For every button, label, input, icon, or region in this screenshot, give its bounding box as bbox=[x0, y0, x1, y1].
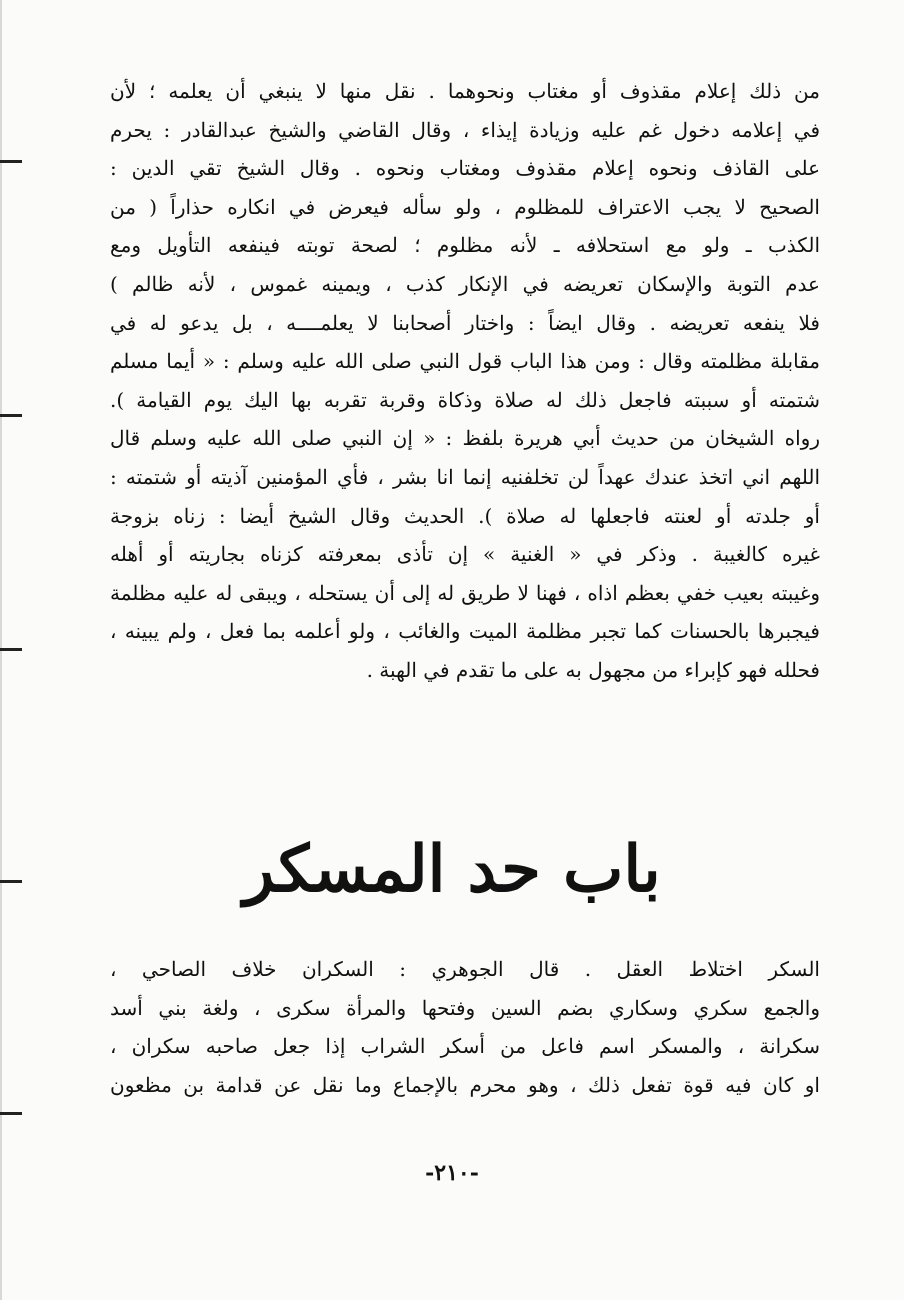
text-line: اللهم اني اتخذ عندك عهداً لن تخلفنيه إنما انا بشر ، فأي المؤمنين آذيته أو شتمته : bbox=[110, 464, 820, 489]
text-line: او كان فيه قوة تفعل ذلك ، وهو محرم بالإجماع وما نقل عن قدامة بن مظعون bbox=[110, 1072, 820, 1097]
text-line: في إعلامه دخول غم عليه وزيادة إيذاء ، وقال القاضي والشيخ عبدالقادر : يحرم bbox=[110, 117, 820, 142]
margin-mark bbox=[0, 414, 22, 417]
body-paragraph bbox=[110, 72, 820, 690]
text-line: فلا ينفعه تعريضه . وقال ايضاً : واختار أصحابنا لا يعلمــــه ، بل يدعو له في bbox=[110, 310, 820, 335]
text-line: شتمته أو سببته فاجعل ذلك له صلاة وذكاة وقربة تقربه بها اليك يوم القيامة ). bbox=[110, 387, 820, 412]
text-line: فحلله فهو كإبراء من مجهول به على ما تقدم في الهبة . bbox=[366, 657, 820, 682]
margin-mark bbox=[0, 160, 22, 163]
text-line: على القاذف ونحوه إعلام مقذوف ومغتاب ونحوه . وقال الشيخ تقي الدين : bbox=[110, 156, 820, 181]
section-heading: باب حد المسكر bbox=[243, 832, 661, 907]
text-line: السكر اختلاط العقل . قال الجوهري : السكران خلاف الصاحي ، bbox=[110, 957, 820, 981]
text-line: عدم التوبة والإسكان تعريضه في الإنكار كذب ، ويمينه غموس ، لأنه ظالم ) bbox=[110, 271, 820, 296]
text-line: مقابلة مظلمته وقال : ومن هذا الباب قول النبي صلى الله عليه وسلم : « أيما مسلم bbox=[110, 349, 820, 374]
text-line: الصحيح لا يجب الاعتراف للمظلوم ، ولو سأله فيعرض في انكاره حذاراً ( من bbox=[110, 194, 820, 219]
text-line: والجمع سكري وسكاري بضم السين وفتحها والمرأة سكرى ، ولغة بني أسد bbox=[110, 995, 820, 1020]
text-line: غيره كالغيبة . وذكر في « الغنية » إن تأذى بمعرفته كزناه بجاريته أو أهله bbox=[110, 542, 820, 567]
text-line: من ذلك إعلام مقذوف أو مغتاب ونحوهما . نقل منها لا ينبغي أن يعلمه ؛ لأن bbox=[110, 79, 820, 103]
page-number: -٢١٠- bbox=[425, 1160, 479, 1186]
text-line: الكذب ـ ولو مع استحلافه ـ لأنه مظلوم ؛ لصحة توبته فينفعه التأويل ومع bbox=[110, 233, 820, 258]
text-line: فيجبرها بالحسنات كما تجبر مظلمة الميت والغائب ، ولو أعلمه بما فعل ، ولم يبينه ، bbox=[110, 619, 820, 644]
body-paragraph bbox=[110, 950, 820, 1104]
text-line: أو جلدته أو لعنته فاجعلها له صلاة ). الحديث وقال الشيخ أيضا : زناه بزوجة bbox=[110, 503, 820, 528]
text-line: رواه الشيخان من حديث أبي هريرة بلفظ : « إن النبي صلى الله عليه وسلم قال bbox=[110, 426, 820, 451]
text-line: وغيبته بعيب خفي بعظم اذاه ، فهنا لا طريق له إلى أن يستحله ، ويبقى له عليه مظلمة bbox=[110, 580, 820, 605]
margin-mark bbox=[0, 648, 22, 651]
text-line: سكرانة ، والمسكر اسم فاعل من أسكر الشراب إذا جعل صاحبه سكران ، bbox=[110, 1034, 820, 1059]
margin-mark bbox=[0, 1112, 22, 1115]
